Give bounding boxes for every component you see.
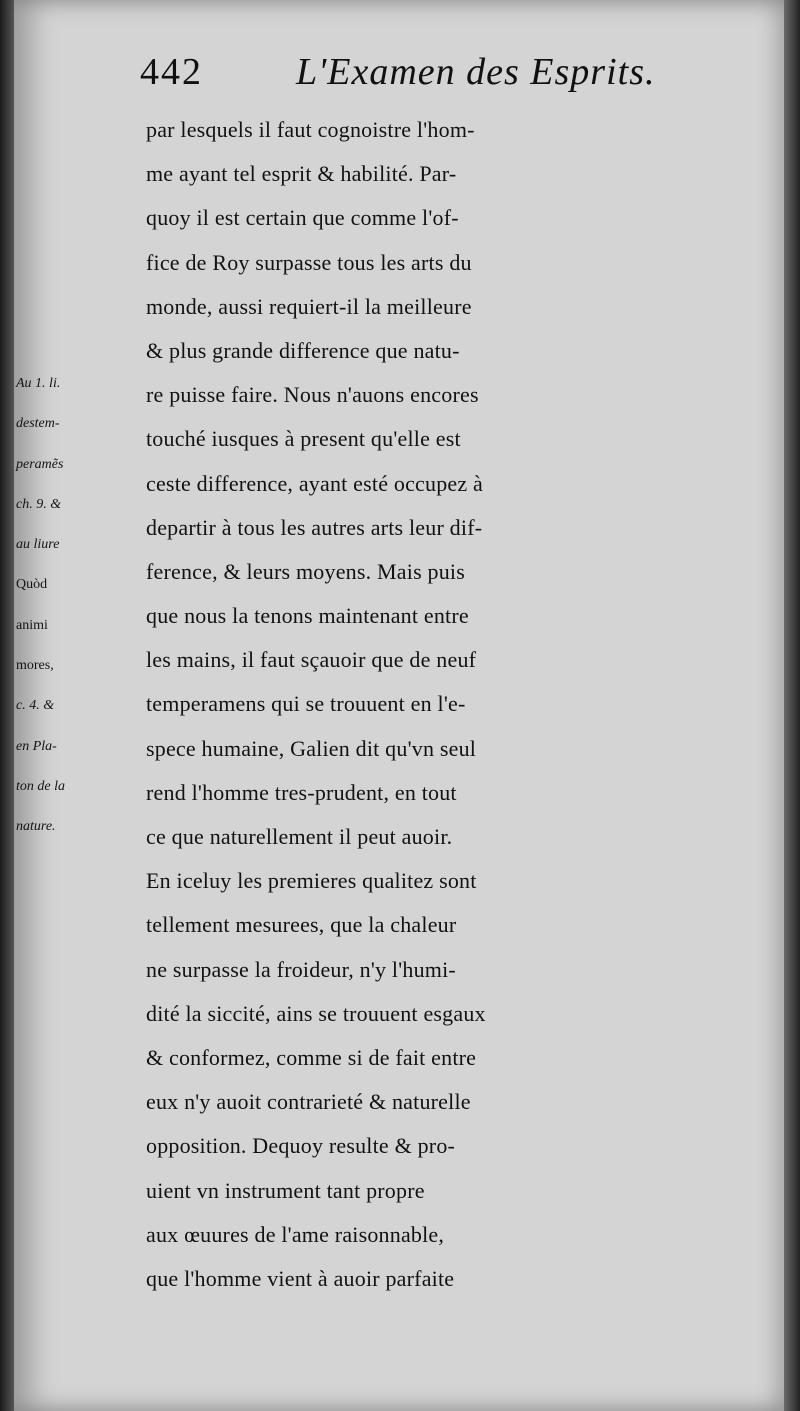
text-line: touché iusques à present qu'elle est bbox=[146, 426, 461, 452]
text-line: dité la siccité, ains se trouuent esgaux bbox=[146, 1000, 486, 1026]
margin-line: au liure bbox=[16, 537, 60, 553]
margin-line: en Pla- bbox=[16, 738, 57, 754]
text-line: & plus grande difference que natu- bbox=[146, 337, 460, 363]
text-line: & conformez, comme si de fait entre bbox=[146, 1044, 477, 1070]
running-header bbox=[140, 50, 700, 106]
text-line: me ayant tel esprit & habilité. Par- bbox=[146, 161, 457, 187]
text-line: spece humaine, Galien dit qu'vn seul bbox=[146, 735, 477, 761]
running-title: L'Examen des Esprits. bbox=[296, 51, 656, 93]
text-line: eux n'y auoit contrarieté & naturelle bbox=[146, 1089, 471, 1115]
margin-line: mores, bbox=[16, 658, 54, 674]
book-gutter bbox=[0, 0, 14, 1411]
text-line: departir à tous les autres arts leur dif- bbox=[146, 514, 483, 540]
text-line: ne surpasse la froideur, n'y l'humi- bbox=[146, 956, 456, 982]
margin-line: nature. bbox=[16, 819, 56, 835]
page-edge bbox=[784, 0, 800, 1411]
text-line: tellement mesurees, que la chaleur bbox=[146, 912, 457, 938]
margin-line: ton de la bbox=[16, 778, 65, 794]
text-line: les mains, il faut sçauoir que de neuf bbox=[146, 647, 477, 673]
text-line: ference, & leurs moyens. Mais puis bbox=[146, 558, 466, 584]
text-line: re puisse faire. Nous n'auons encores bbox=[146, 382, 479, 408]
text-line: fice de Roy surpasse tous les arts du bbox=[146, 249, 472, 275]
text-line: uient vn instrument tant propre bbox=[146, 1177, 425, 1203]
margin-note bbox=[16, 364, 142, 848]
text-line: rend l'homme tres-prudent, en tout bbox=[146, 779, 457, 805]
margin-line: ch. 9. & bbox=[16, 496, 62, 512]
text-line: En iceluy les premieres qualitez sont bbox=[146, 868, 477, 894]
text-line: ce que naturellement il peut auoir. bbox=[146, 824, 453, 849]
text-line: par lesquels il faut cognoistre l'hom- bbox=[146, 117, 475, 142]
text-line: monde, aussi requiert-il la meilleure bbox=[146, 293, 472, 319]
text-line: aux œuures de l'ame raisonnable, bbox=[146, 1221, 445, 1247]
text-line: ceste difference, ayant esté occupez à bbox=[146, 470, 483, 496]
text-line: que l'homme vient à auoir parfaite bbox=[146, 1265, 455, 1291]
margin-line: Au 1. li. bbox=[16, 376, 61, 391]
text-line: temperamens qui se trouuent en l'e- bbox=[146, 691, 466, 717]
margin-line: Quòd bbox=[16, 577, 48, 593]
margin-line: c. 4. & bbox=[16, 698, 55, 714]
text-line: que nous la tenons maintenant entre bbox=[146, 603, 469, 629]
margin-line: peramẽs bbox=[16, 456, 64, 472]
page-number: 442 bbox=[140, 51, 203, 93]
main-text-block bbox=[146, 108, 760, 1301]
text-line: quoy il est certain que comme l'of- bbox=[146, 205, 459, 231]
margin-line: destem- bbox=[16, 416, 60, 432]
margin-line: animi bbox=[16, 617, 48, 633]
text-line: opposition. Dequoy resulte & pro- bbox=[146, 1133, 456, 1159]
